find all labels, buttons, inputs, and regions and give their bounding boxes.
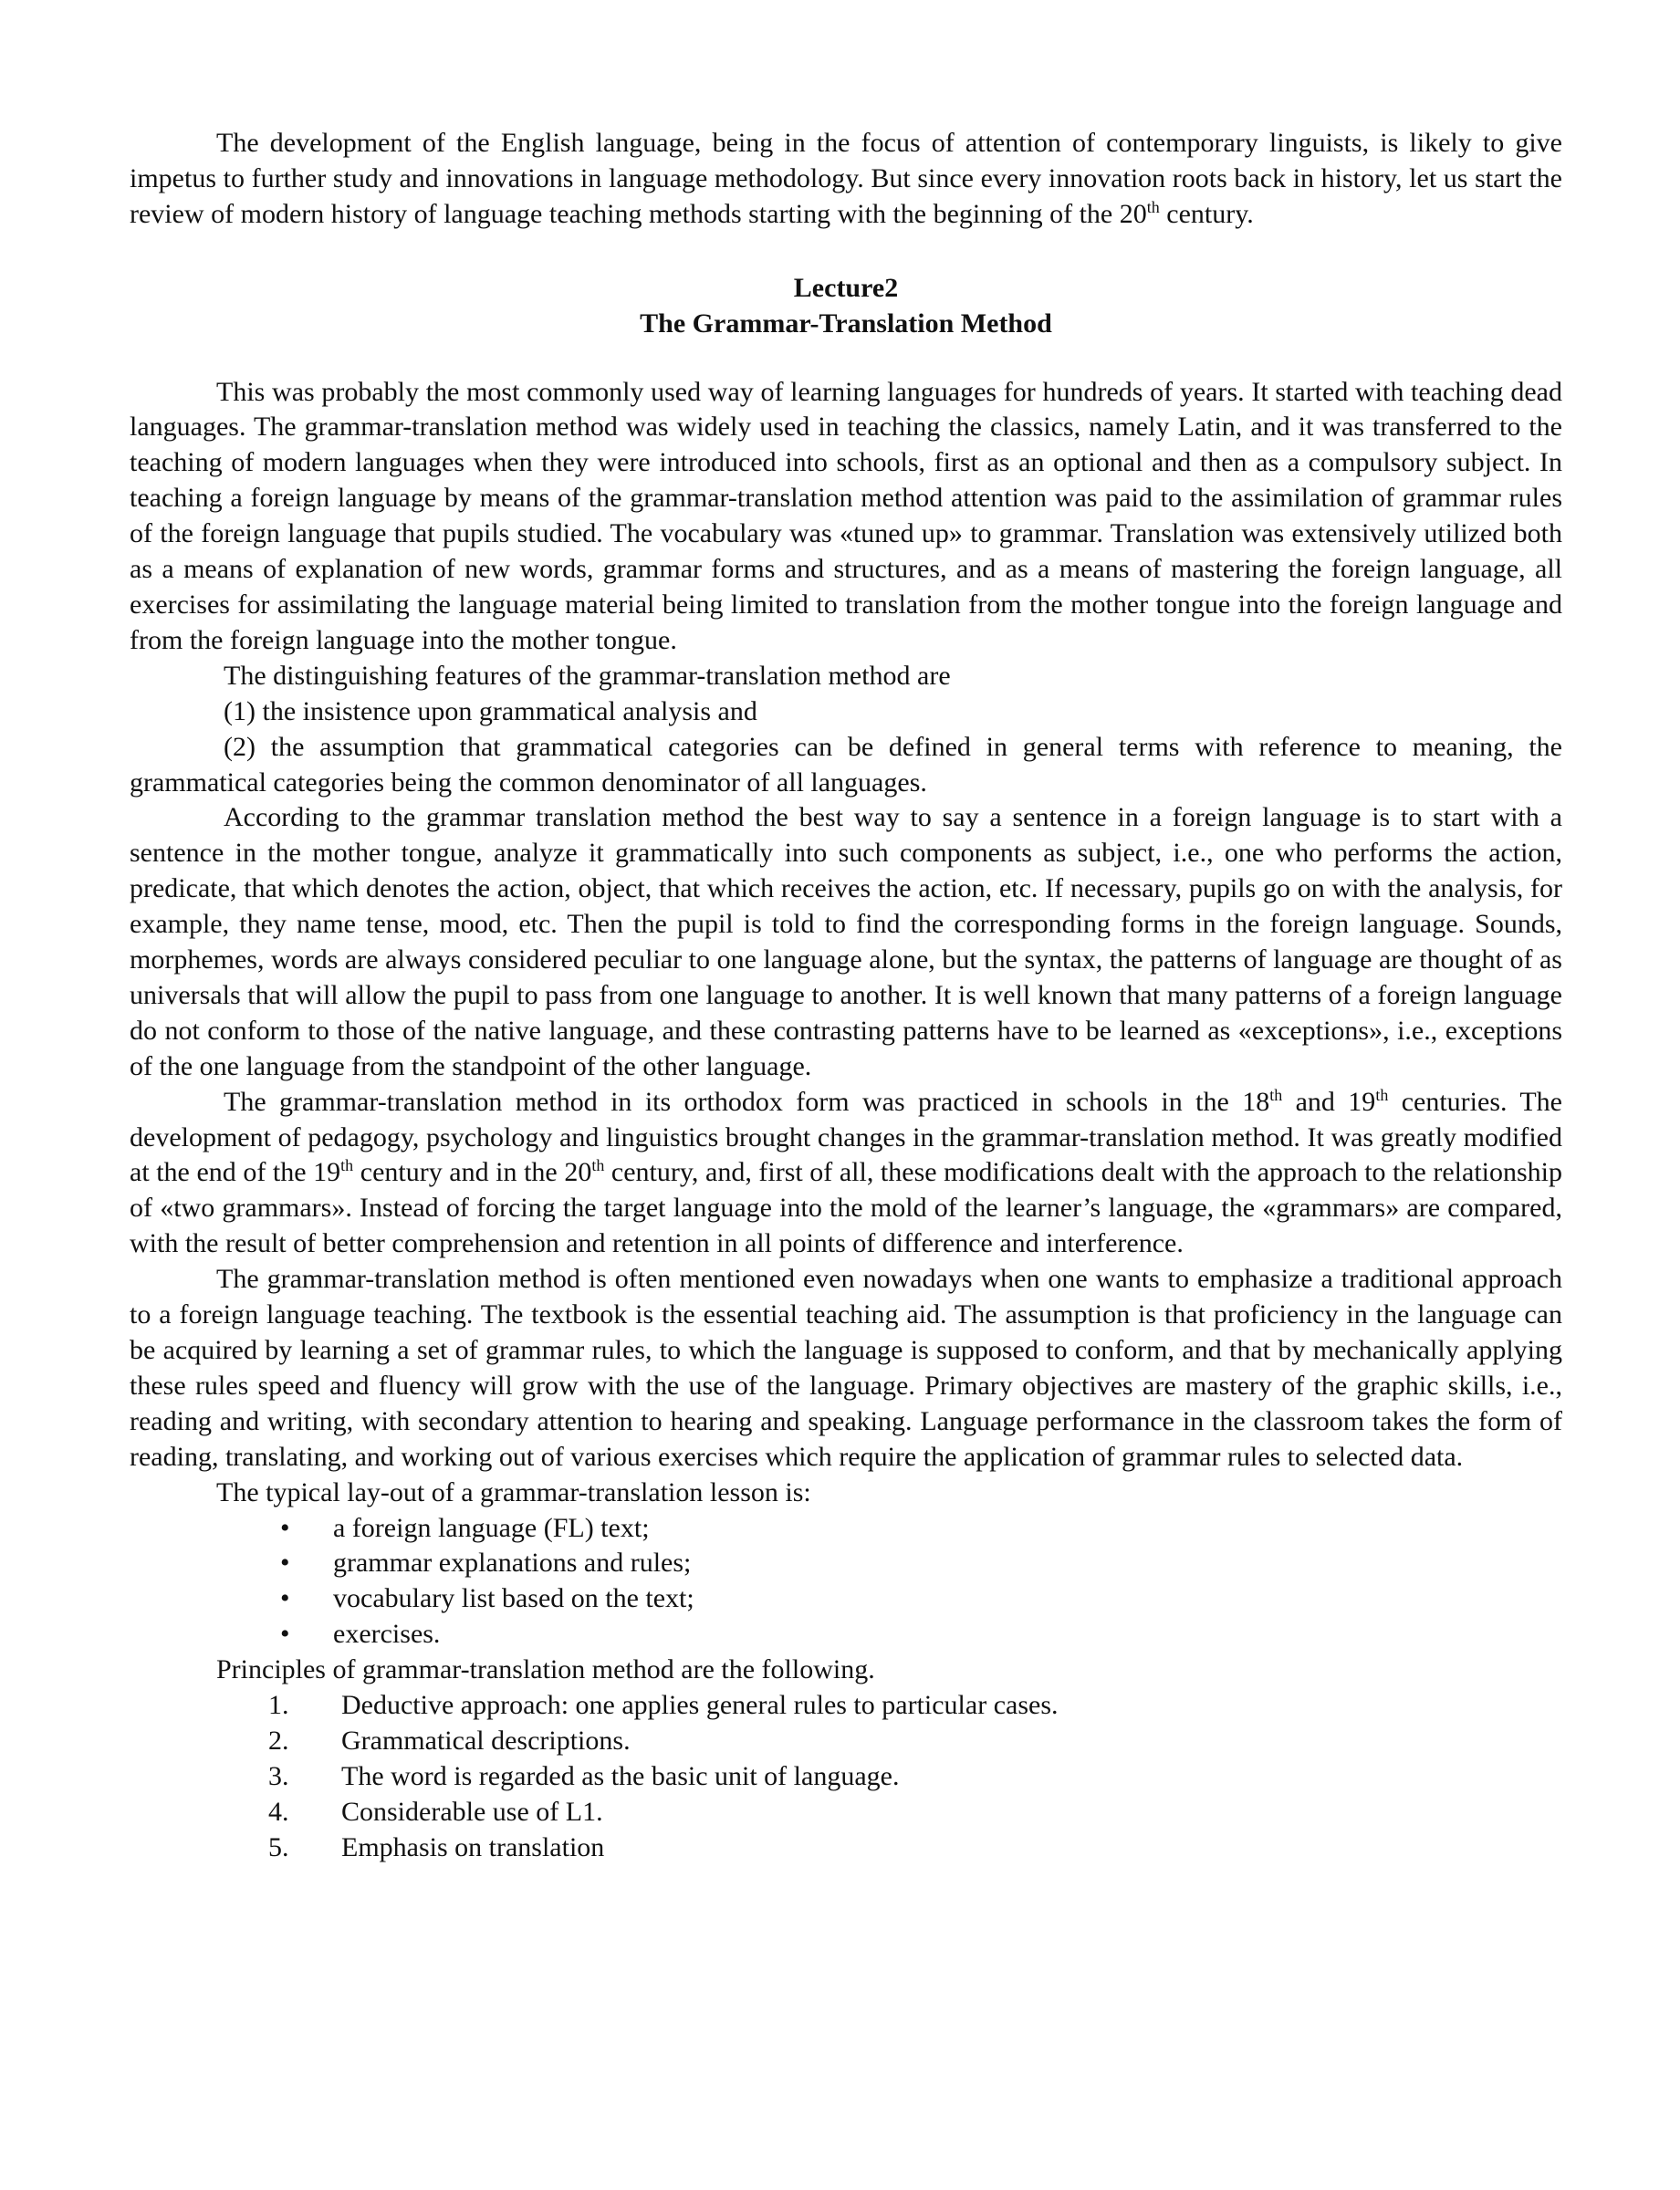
principles-list — [130, 1688, 1562, 1866]
list-item: • grammar explanations and rules; — [280, 1546, 1562, 1581]
lesson-layout-list — [130, 1511, 1562, 1653]
paragraph-best-way: According to the grammar translation method the best way to say a sentence in a foreign language is to start with a sentence in the mother tongue, analyze it grammatically into such components as subject, i.e., one who performs the action, predicate, that which denotes the action, object, that which receives the action, etc. If necessary, pupils go on with the analysis, for example, they name tense, mood, etc. Then the pupil is told to find the corresponding forms in the foreign language. Sounds, morphemes, words are always considered peculiar to one language alone, but the syntax, the patterns of language are thought of as universals that will allow the pupil to pass from one language to another. It is well known that many patterns of a foreign language do not conform to those of the native language, and these contrasting patterns have to be learned as «exceptions», i.e., exceptions of the one language from the standpoint of the other language. — [130, 802, 1562, 1081]
paragraph-feature-2: (2) the assumption that grammatical categories can be defined in general terms with reference to meaning, the grammatical categories being the common denominator of all languages. — [130, 731, 1562, 798]
list-item: 5. Emphasis on translation — [268, 1830, 1562, 1866]
superscript: th — [1375, 1085, 1389, 1104]
list-item: 2. Grammatical descriptions. — [268, 1724, 1562, 1759]
lecture-label: Lecture2 — [793, 272, 899, 303]
list-number: 4. — [268, 1796, 289, 1827]
paragraph-nowadays: The grammar-translation method is often mentioned even nowadays when one wants to emphasize a traditional approach to a foreign language teaching. The textbook is the essential teaching aid. The assumption is that proficiency in the language can be acquired by learning a set of grammar rules, to which the language is supposed to conform, and that by mechanically applying these rules speed and fluency will grow with the use of the language. Primary objectives are mastery of the graphic skills, i.e., reading and writing, with secondary attention to hearing and speaking. Language performance in the classroom takes the form of reading, translating, and working out of various exercises which require the application of grammar rules to selected data. — [130, 1264, 1562, 1472]
list-number: 3. — [268, 1760, 289, 1791]
bullet-icon: • — [280, 1548, 290, 1579]
paragraph-history: This was probably the most commonly used way of learning languages for hundreds of years. It started with teaching dead languages. The grammar-translation method was widely used in teaching the classics, namely Latin, and it was transferred to the teaching of modern languages when they were introduced into schools, first as an optional and then as a compulsory subject. In teaching a foreign language by means of the grammar-translation method attention was paid to the assimilation of grammar rules of the foreign language that pupils studied. The vocabulary was «tuned up» to grammar. Translation was extensively utilized both as a means of explanation of new words, grammar forms and structures, and as a means of mastering the foreign language, all exercises for assimilating the language material being limited to translation from the mother tongue into the foreign language and from the foreign language into the mother tongue. — [130, 376, 1562, 655]
paragraph-features-intro: The distinguishing features of the grammar-translation method are — [224, 660, 951, 691]
list-item: • exercises. — [280, 1617, 1562, 1653]
document-page — [130, 126, 1562, 1866]
list-item: 4. Considerable use of L1. — [268, 1795, 1562, 1830]
lecture-title: The Grammar-Translation Method — [640, 308, 1052, 339]
paragraph-principles-intro: Principles of grammar-translation method are the following. — [216, 1654, 875, 1685]
superscript: th — [1269, 1085, 1283, 1104]
bullet-icon: • — [280, 1619, 290, 1650]
superscript: th — [1146, 197, 1160, 216]
paragraph-feature-1: (1) the insistence upon grammatical analysis and — [224, 695, 757, 726]
bullet-icon: • — [280, 1512, 290, 1543]
paragraph-orthodox-form: The grammar-translation method in its orthodox form was practiced in schools in the 18th and 19th centuries. The development of pedagogy, psychology and linguistics brought changes in the grammar-translation method. It was greatly modified at the end of the 19th century and in the 20th century, and, first of all, these modifications dealt with the approach to the relationship of «two grammars». Instead of forcing the target language into the mold of the learner’s language, the «grammars» are compared, with the result of better comprehension and retention in all points of difference and interference. — [130, 1085, 1562, 1259]
list-item: 1. Deductive approach: one applies general rules to particular cases. — [268, 1688, 1562, 1724]
paragraph-layout-intro: The typical lay-out of a grammar-translation lesson is: — [216, 1476, 811, 1507]
list-item: • a foreign language (FL) text; — [280, 1511, 1562, 1547]
list-number: 1. — [268, 1690, 289, 1721]
intro-paragraph — [130, 126, 1562, 233]
superscript: th — [591, 1156, 605, 1175]
bullet-icon: • — [280, 1583, 290, 1614]
list-item: • vocabulary list based on the text; — [280, 1581, 1562, 1617]
list-number: 5. — [268, 1831, 289, 1862]
list-item: 3. The word is regarded as the basic unit of language. — [268, 1759, 1562, 1795]
list-number: 2. — [268, 1725, 289, 1756]
superscript: th — [340, 1156, 354, 1175]
intro-text: The development of the English language, being in the focus of attention of contemporary linguists, is likely to give impetus to further study and innovations in language methodology. But since every innovation roots back in history, let us start the review of modern history of language teaching methods starting with the beginning of the 20 — [130, 128, 1562, 229]
intro-text-end: century. — [1159, 198, 1254, 229]
